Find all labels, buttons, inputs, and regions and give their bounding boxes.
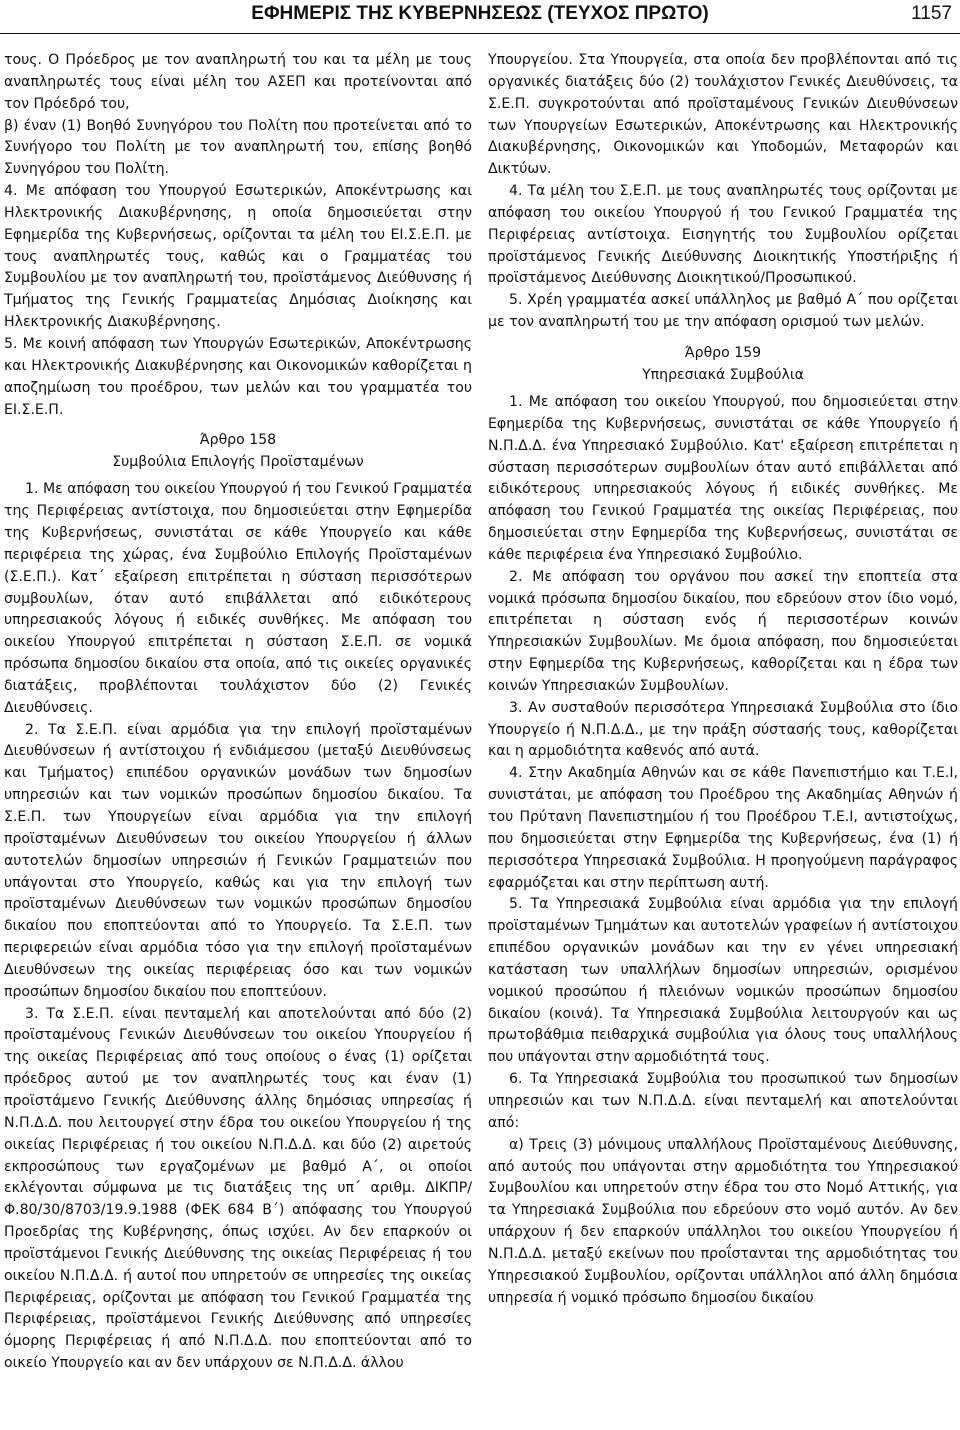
paragraph: 4. Στην Ακαδημία Αθηνών και σε κάθε Πανεπιστήμιο και Τ.Ε.Ι, συνιστάται, με απόφαση του Προέδρου της Ακαδημίας Αθηνών ή του Πρύτανη Πανεπιστημίου ή του Προέδρου Τ.Ε.Ι, αντιστοίχως, που δημοσιεύεται στην Εφημερίδα της Κυβερνήσεως, ένα (1) ή περισσότερα Υπηρεσιακά Συμβούλια. Η προηγούμενη παράγραφος εφαρμόζεται και στην περίπτωση αυτή. [488, 765, 958, 891]
right-column [488, 50, 958, 1309]
paragraph: 5. Με κοινή απόφαση των Υπουργών Εσωτερικών, Αποκέντρωσης και Ηλεκτρονικής Διακυβέρνησης και Οικονομικών καθορίζεται η αποζημίωση του προέδρου, των μελών και του γραμματέα του ΕΙ.Σ.Ε.Π. [4, 335, 472, 418]
header-divider [0, 33, 960, 34]
paragraph: 1. Με απόφαση του οικείου Υπουργού, που δημοσιεύεται στην Εφημερίδα της Κυβερνήσεως, συνιστάται σε κάθε Υπουργείο ή Ν.Π.Δ.Δ. ένα Υπηρεσιακό Συμβούλιο. Κατ' εξαίρεση επιτρέπεται η σύσταση περισσότερων συμβουλίων όταν αυτό επιβάλλεται από ειδικότερους υπηρεσιακούς λόγους ή ειδικές συνθήκες. Με απόφαση του Γενικού Γραμματέα της οικείας Περιφέρειας, που δημοσιεύεται στην Εφημερίδα της Κυβερνήσεως, συνιστάται σε κάθε περιφέρεια ένα Υπηρεσιακό Συμβούλιο. [488, 393, 958, 563]
article-heading [4, 429, 472, 473]
left-column [4, 50, 472, 1375]
paragraph: 4. Τα μέλη του Σ.Ε.Π. με τους αναπληρωτές τους ορίζονται με απόφαση του οικείου Υπουργού ή του Γενικού Γραμματέα της Περιφέρειας αντίστοιχα. Εισηγητής του Συμβουλίου ορίζεται προϊστάμενος Γενικής Διεύθυνσης Διοικητικής Υποστήριξης ή προϊστάμενος Διεύθυνσης Διοικητικού/Προσωπικού. [488, 183, 958, 287]
page-header [0, 0, 960, 34]
paragraph: 1. Με απόφαση του οικείου Υπουργού ή του Γενικού Γραμματέα της Περιφέρειας αντίστοιχα, που δημοσιεύεται στην Εφημερίδα της Κυβερνήσεως, συνιστάται σε κάθε Υπουργείο και κάθε περιφέρεια της χώρας, ένα Συμβούλιο Επιλογής Προϊσταμένων (Σ.Ε.Π.). Κατ΄ εξαίρεση επιτρέπεται η σύσταση περισσότερων συμβουλίων, όταν αυτό επιβάλλεται από ειδικότερους υπηρεσιακούς λόγους ή ειδικές συνθήκες. Με απόφαση του οικείου Υπουργού επιτρέπεται η σύσταση Σ.Ε.Π. σε νομικά πρόσωπα δημοσίου δικαίου στα οποία, από τις οικείες οργανικές διατάξεις, προβλέπονται τουλάχιστον δύο (2) Γενικές Διευθύνσεις. [4, 481, 472, 716]
page-number: 1157 [911, 3, 952, 24]
paragraph: 3. Τα Σ.Ε.Π. είναι πενταμελή και αποτελούνται από δύο (2) προϊσταμένους Γενικών Διευθύνσεων του οικείου Υπουργείου ή της οικείας Περιφέρειας από τους οποίους ο ένας (1) ορίζεται πρόεδρος αυτού με τον αναπληρωτές τους και έναν (1) προϊστάμενο Γενικής Διεύθυνσης άλλης δημόσιας υπηρεσίας ή Ν.Π.Δ.Δ. που λειτουργεί στην έδρα του οικείου Υπουργείου ή της οικείας Περιφέρειας ή του οικείου Ν.Π.Δ.Δ. και δύο (2) αιρετούς εκπροσώπους των εργαζομένων με βαθμό Α΄, οι οποίοι εκλέγονται σύμφωνα με τις διατάξεις της υπ΄ αριθμ. ΔΙΚΠΡ/Φ.80/30/8703/19.9.1988 (ΦΕΚ 684 Β΄) απόφασης του Υπουργού Προεδρίας της Κυβέρνησης, όπως ισχύει. Αν δεν επαρκούν οι προϊστάμενοι Γενικής Διεύθυνσης της οικείας Περιφέρειας ή του οικείου Ν.Π.Δ.Δ. ή αυτοί που υπηρετούν σε υπηρεσίες της οικείας Περιφέρειας, ορίζονται με απόφαση του Γενικού Γραμματέα της Περιφέρειας, προϊστάμενοι Γενικής Διεύθυνσης από υπηρεσίες όμορης Περιφέρειας ή από Ν.Π.Δ.Δ. που εποπτεύονται από το οικείο Υπουργείο και αν δεν υπάρχουν σε Ν.Π.Δ.Δ. άλλου [4, 1005, 472, 1372]
paragraph: 6. Τα Υπηρεσιακά Συμβούλια του προσωπικού των δημοσίων υπηρεσιών και των Ν.Π.Δ.Δ. είναι πενταμελή και αποτελούνται από: [488, 1071, 958, 1131]
paragraph: 3. Αν συσταθούν περισσότερα Υπηρεσιακά Συμβούλια στο ίδιο Υπουργείο ή Ν.Π.Δ.Δ., με την πράξη σύστασής τους, καθορίζεται και η αρμοδιότητα καθενός από αυτά. [488, 699, 958, 760]
paragraph: 5. Χρέη γραμματέα ασκεί υπάλληλος με βαθμό Α΄ που ορίζεται με τον αναπληρωτή του με την απόφαση ορισμού των μελών. [488, 292, 958, 331]
paragraph: 5. Τα Υπηρεσιακά Συμβούλια είναι αρμόδια για την επιλογή προϊσταμένων Τμημάτων και αυτοτελών γραφείων ή αντίστοιχου επιπέδου οργανικών μονάδων και την εν γένει υπηρεσιακή κατάσταση των υπαλλήλων δημοσίων υπηρεσιών, ορισμένου νομικού προσώπου ή πλειόνων νομικών προσώπων δημοσίου δικαίου (κοινά). Τα Υπηρεσιακά Συμβούλια λειτουργούν και ως πρωτοβάθμια πειθαρχικά συμβούλια για όλους τους υπαλλήλους που υπάγονται στην αρμοδιότητά τους. [488, 896, 958, 1066]
paragraph: 4. Με απόφαση του Υπουργού Εσωτερικών, Αποκέντρωσης και Ηλεκτρονικής Διακυβέρνησης, η οποία δημοσιεύεται στην Εφημερίδα της Κυβερνήσεως, ορίζονται τα μέλη του ΕΙ.Σ.Ε.Π. με τους αναπληρωτές τους, καθώς και ο Γραμματέας του Συμβουλίου με τον αναπληρωτή του, προϊστάμενος Διεύθυνσης ή Τμήματος της Γενικής Γραμματείας Δημόσιας Διοίκησης και Ηλεκτρονικής Διακυβέρνησης. [4, 183, 472, 331]
paragraph: 2. Με απόφαση του οργάνου που ασκεί την εποπτεία στα νομικά πρόσωπα δημοσίου δικαίου, που εδρεύουν στον ίδιο νομό, επιτρέπεται η σύσταση ενός ή περισσοτέρων κοινών Υπηρεσιακών Συμβουλίων. Με όμοια απόφαση, που δημοσιεύεται στην Εφημερίδα της Κυβερνήσεως, καθορίζεται και η έδρα των κοινών Υπηρεσιακών Συμβουλίων. [488, 568, 958, 694]
gazette-title: ΕΦΗΜΕΡΙΣ ΤΗΣ ΚΥΒΕΡΝΗΣΕΩΣ (ΤΕΥΧΟΣ ΠΡΩΤΟ) [251, 3, 709, 24]
paragraph: 2. Τα Σ.Ε.Π. είναι αρμόδια για την επιλογή προϊσταμένων Διευθύνσεων ή αντίστοιχου ή ενδιάμεσου (μεταξύ Διευθύνσεως και Τμήματος) επιπέδου οργανικών μονάδων των δημοσίων υπηρεσιών και των νομικών προσώπων δημοσίου δικαίου. Τα Σ.Ε.Π. των Υπουργείων είναι αρμόδια για την επιλογή προϊσταμένων Διευθύνσεων του οικείου Υπουργείου ή άλλων αυτοτελών δημοσίων υπηρεσιών ή Γενικών Γραμματειών που υπάγονται στο Υπουργείο, καθώς και για την επιλογή των προϊσταμένων Διευθύνσεων των νομικών προσώπων δημοσίου δικαίου που εποπτεύονται από το Υπουργείο. Τα Σ.Ε.Π. των περιφερειών είναι αρμόδια τόσο για την επιλογή προϊσταμένων Διευθύνσεων της οικείας περιφέρειας όσο και των νομικών προσώπων δημοσίου δικαίου που εποπτεύουν. [4, 721, 472, 1000]
paragraph: τους. Ο Πρόεδρος με τον αναπληρωτή του και τα μέλη με τους αναπληρωτές τους είναι μέλη του ΑΣΕΠ και προτείνονται από τον Πρόεδρό του, [4, 52, 472, 112]
paragraph: α) Τρεις (3) μόνιμους υπαλλήλους Προϊσταμένους Διεύθυνσης, από αυτούς που υπάγονται στην αρμοδιότητα του Υπηρεσιακού Συμβουλίου και υπηρετούν στην έδρα του στο Νομό Αττικής, για τα Υπηρεσιακά Συμβούλια που εδρεύουν στο νομό αυτόν. Αν δεν υπάρχουν ή δεν επαρκούν υπάλληλοι του οικείου Υπουργείου ή Ν.Π.Δ.Δ. μεταξύ εκείνων που προΐστανται της αρμοδιότητας του Υπηρεσιακού Συμβουλίου, ορίζονται υπάλληλοι από άλλη δημόσια υπηρεσία ή νομικό πρόσωπο δημοσίου δικαίου [488, 1136, 958, 1306]
paragraph: Υπουργείου. Στα Υπουργεία, στα οποία δεν προβλέπονται από τις οργανικές διατάξεις δύο (2) τουλάχιστον Γενικές Διευθύνσεις, τα Σ.Ε.Π. συγκροτούνται από προϊσταμένους Γενικών Διευθύνσεων των Υπουργείων Εσωτερικών, Αποκέντρωσης και Ηλεκτρονικής Διακυβέρνησης, Οικονομικών και Υποδομών, Μεταφορών και Δικτύων. [488, 52, 958, 178]
article-number: Άρθρο 158 [199, 432, 277, 449]
article-title: Υπηρεσιακά Συμβούλια [642, 366, 804, 383]
article-number: Άρθρο 159 [684, 344, 762, 361]
article-heading [488, 342, 958, 386]
article-title: Συμβούλια Επιλογής Προϊσταμένων [112, 454, 364, 471]
paragraph: β) έναν (1) Βοηθό Συνηγόρου του Πολίτη που προτείνεται από το Συνήγορο του Πολίτη με τον αναπληρωτή του, επίσης βοηθό Συνηγόρου του Πολίτη. [4, 117, 472, 178]
